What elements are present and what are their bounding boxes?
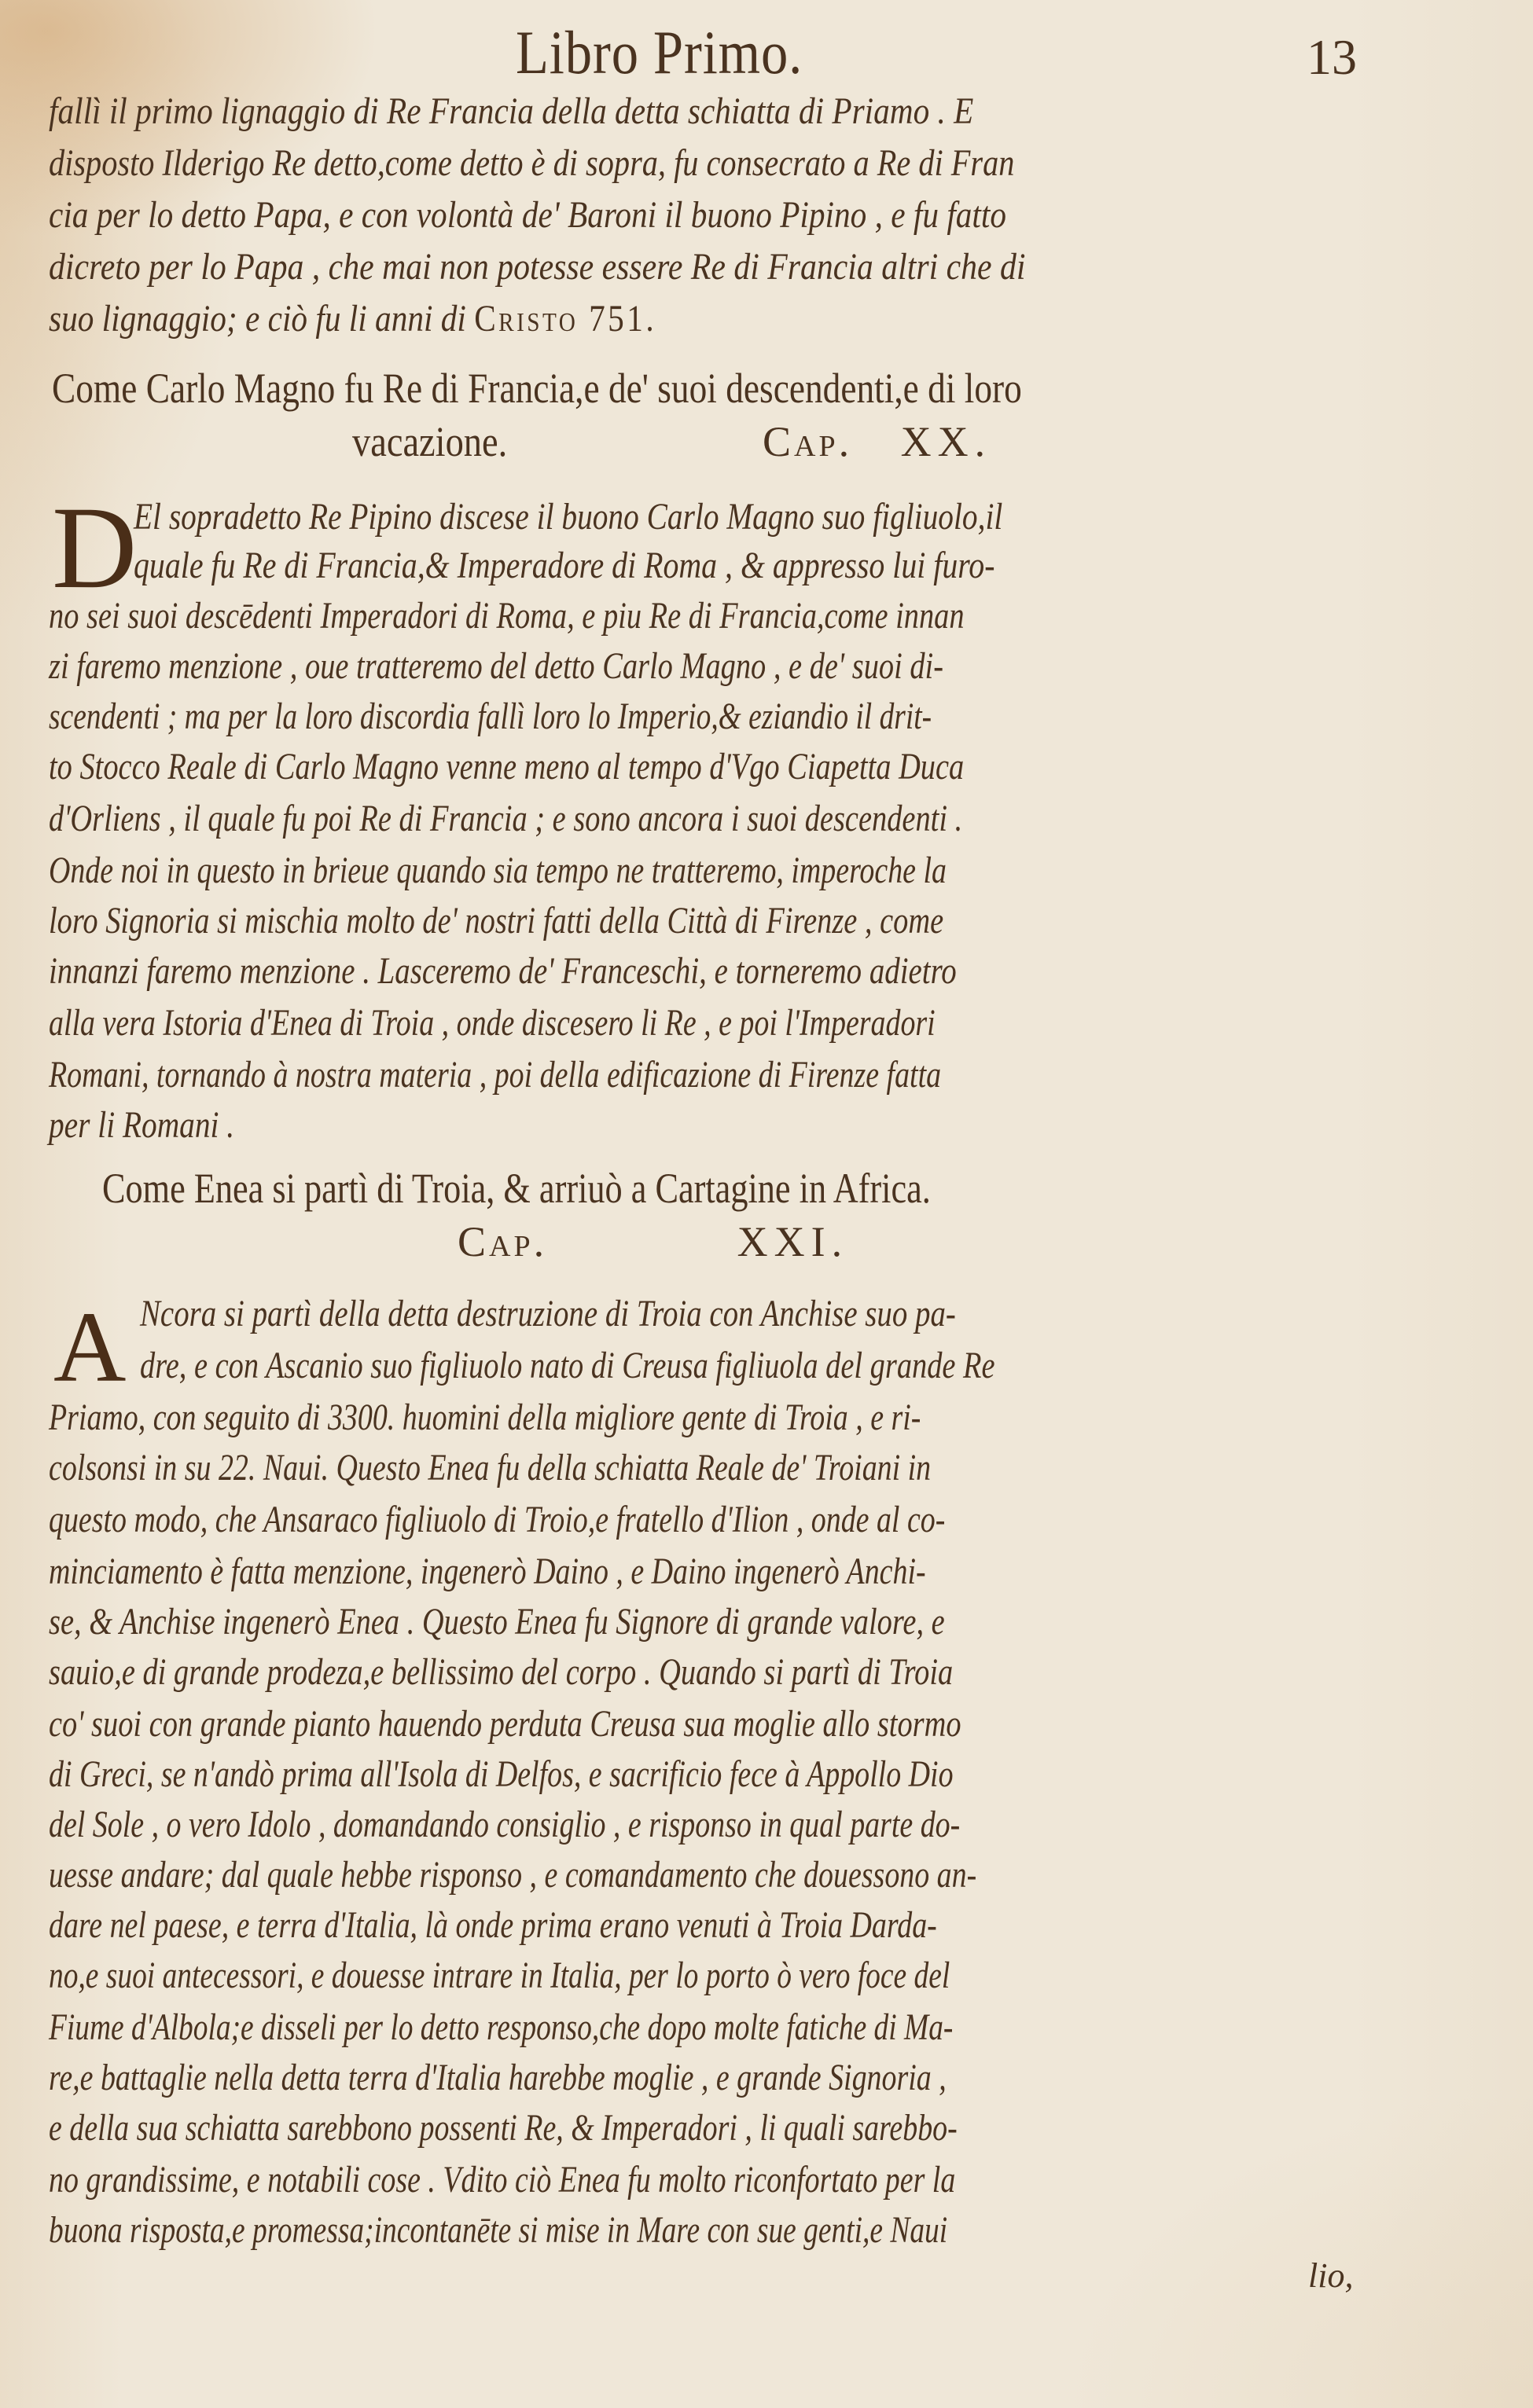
- text-line: se, & Anchise ingenerò Enea . Questo Enea fu Signore di grande valore, e: [49, 1601, 945, 1643]
- text-line: loro Signoria si mischia molto de' nostri fatti della Città di Firenze , come: [49, 900, 944, 942]
- text-line: dicreto per lo Papa , che mai non potesse essere Re di Francia altri che di: [49, 246, 1026, 288]
- text-line: re,e battaglie nella detta terra d'Italia harebbe moglie , e grande Signoria ,: [49, 2057, 947, 2098]
- text-line: del Sole , o vero Idolo , domandando consiglio , e risponso in qual parte do-: [49, 1804, 961, 1845]
- text-line: Onde noi in questo in brieue quando sia tempo ne tratteremo, imperoche la: [49, 850, 947, 891]
- text-line: [49, 295, 656, 343]
- text-line: dare nel paese, e terra d'Italia, là onde prima erano venuti à Troia Darda-: [49, 1904, 937, 1946]
- chapter-label: [458, 1217, 848, 1267]
- running-title: Libro Primo.: [516, 18, 803, 86]
- year-reference: Cristo 751.: [474, 298, 657, 340]
- text-line: per li Romani .: [49, 1104, 235, 1146]
- text-line: zi faremo menzione , oue tratteremo del detto Carlo Magno , e de' suoi di-: [49, 645, 944, 687]
- text-line: buona risposta,e promessa;incontanēte si mise in Mare con sue genti,e Naui: [49, 2209, 948, 2251]
- text-line: minciamento è fatta menzione, ingenerò Daino , e Daino ingenerò Anchi-: [49, 1551, 926, 1592]
- chapter-number: XXI.: [737, 1218, 849, 1265]
- text-line: dre, e con Ascanio suo figliuolo nato di Creusa figliuola del grande Re: [140, 1345, 995, 1386]
- text-line: di Greci, se n'andò prima all'Isola di Delfos, e sacrificio fece à Appollo Dio: [49, 1753, 954, 1795]
- text-line: innanzi faremo menzione . Lasceremo de' Franceschi, e torneremo adietro: [49, 950, 957, 992]
- text-line: El sopradetto Re Pipino discese il buono Carlo Magno suo figliuolo,il: [134, 496, 1003, 538]
- cap-label: Cap.: [458, 1218, 548, 1265]
- running-head: [49, 17, 1377, 88]
- chapter-title-line: vacazione.: [352, 418, 508, 465]
- text-line: Ncora si partì della detta destruzione di Troia con Anchise suo pa-: [140, 1293, 956, 1334]
- text-line: cia per lo detto Papa, e con volontà de' Baroni il buono Pipino , e fu fatto: [49, 194, 1007, 236]
- text-line: questo modo, che Ansaraco figliuolo di Troio,e fratello d'Ilion , onde al co-: [49, 1499, 946, 1540]
- chapter-label: [763, 417, 991, 467]
- text-line: Romani, tornando à nostra materia , poi della edificazione di Firenze fatta: [49, 1054, 942, 1096]
- text-line: quale fu Re di Francia,& Imperadore di Roma , & appresso lui furo-: [134, 545, 995, 586]
- text-line: fallì il primo lignaggio di Re Francia della detta schiatta di Priamo . E: [49, 90, 974, 132]
- text-line: no sei suoi descēdenti Imperadori di Roma, e piu Re di Francia,come innan: [49, 595, 965, 637]
- chapter-title-line: Come Enea si partì di Troia, & arriuò a Cartagine in Africa.: [102, 1165, 931, 1212]
- text-line: d'Orliens , il quale fu poi Re di Francia ; e sono ancora i suoi descendenti .: [49, 798, 963, 839]
- text-segment: suo lignaggio; e ciò fu li anni di: [49, 298, 475, 340]
- text-line: alla vera Istoria d'Enea di Troia , onde discesero li Re , e poi l'Imperadori: [49, 1002, 936, 1044]
- chapter-number: XX.: [900, 418, 992, 465]
- text-line: scendenti ; ma per la loro discordia fallì loro lo Imperio,& eziandio il drit-: [49, 696, 932, 737]
- text-line: colsonsi in su 22. Naui. Questo Enea fu della schiatta Reale de' Troiani in: [49, 1447, 932, 1488]
- text-line: Priamo, con seguito di 3300. huomini della migliore gente di Troia , e ri-: [49, 1397, 921, 1438]
- drop-cap: A: [53, 1291, 127, 1403]
- text-line: co' suoi con grande pianto hauendo perduta Creusa sua moglie allo stormo: [49, 1703, 961, 1745]
- catchword: lio,: [1308, 2256, 1354, 2295]
- text-line: sauio,e di grande prodeza,e bellissimo del corpo . Quando si partì di Troia: [49, 1651, 954, 1693]
- cap-label: Cap.: [763, 418, 853, 465]
- text-line: e della sua schiatta sarebbono possenti Re, & Imperadori , li quali sarebbo-: [49, 2107, 958, 2149]
- text-line: no,e suoi antecessori, e douesse intrare in Italia, per lo porto ò vero foce del: [49, 1955, 950, 1996]
- text-line: disposto Ilderigo Re detto,come detto è di sopra, fu consecrato a Re di Fran: [49, 142, 1015, 184]
- text-line: Fiume d'Albola;e disseli per lo detto responso,che dopo molte fatiche di Ma-: [49, 2006, 954, 2048]
- text-line: no grandissime, e notabili cose . Vdito ciò Enea fu molto riconfortato per la: [49, 2159, 956, 2201]
- text-line: uesse andare; dal quale hebbe risponso , e comandamento che douessono an-: [49, 1854, 977, 1896]
- text-line: to Stocco Reale di Carlo Magno venne meno al tempo d'Vgo Ciapetta Duca: [49, 746, 965, 787]
- page-number: 13: [1307, 29, 1357, 85]
- chapter-title-line: Come Carlo Magno fu Re di Francia,e de' suoi descendenti,e di loro: [52, 365, 1022, 412]
- drop-cap: D: [52, 483, 138, 613]
